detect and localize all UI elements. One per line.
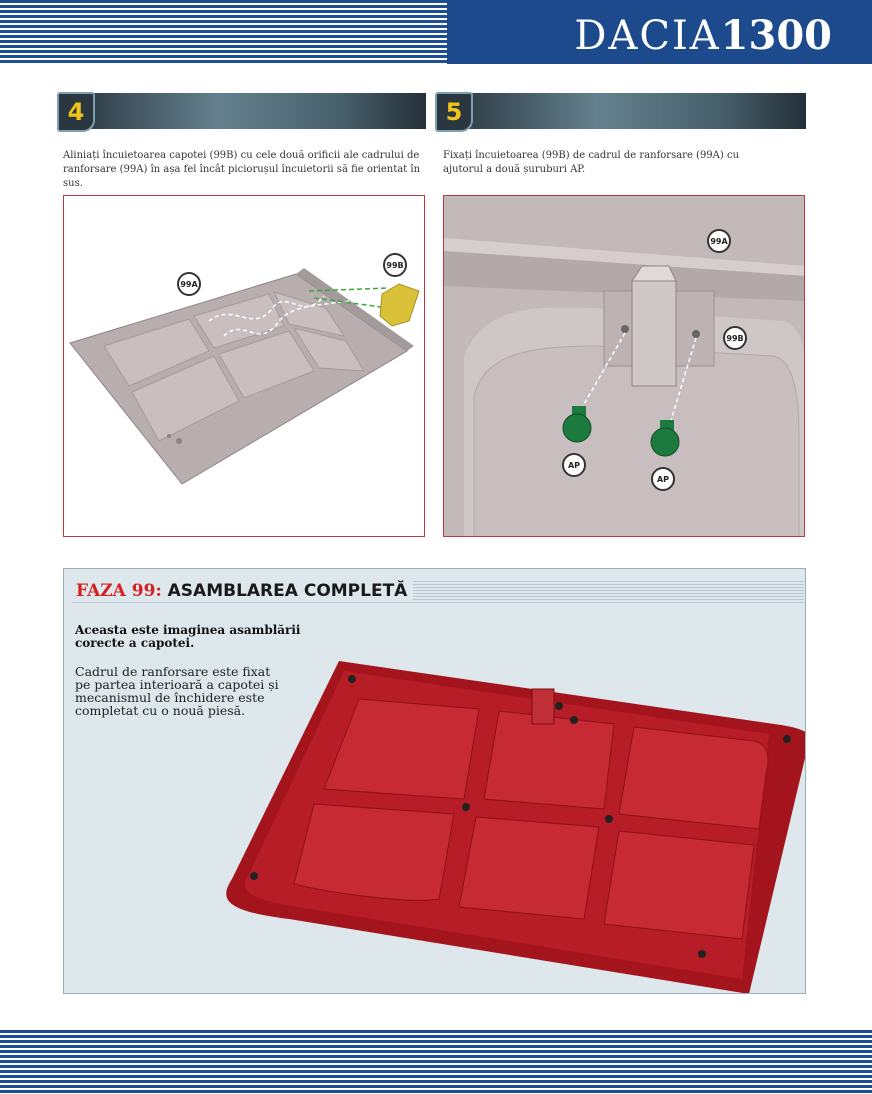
dacia-logo (574, 12, 832, 59)
step-5-number: 5 (435, 92, 473, 132)
phase-title: ASAMBLAREA COMPLETĂ (167, 581, 408, 601)
logo-model: 1300 (720, 12, 832, 59)
final-heading-bar (72, 579, 804, 603)
step-4-instruction: Aliniați încuietoarea capotei (99B) cu cele două orificii ale cadrului de ranforsare (99A) în așa fel încât piciorușul încuietorii să fie orientat în sus. (63, 150, 421, 189)
logo-brand: DACIA (574, 13, 721, 59)
label-99a: 99A (177, 272, 201, 296)
step-4-number: 4 (57, 92, 95, 132)
assembled-hood-drawing (214, 649, 806, 994)
header-band (0, 0, 872, 64)
hood-frame-drawing (64, 196, 425, 537)
footer-band (0, 1030, 872, 1094)
final-body-text: Cadrul de ranforsare este fixat pe partea interioară a capotei și mecanismul de închidere este completat cu o nouă piesă. (75, 664, 279, 718)
final-assembly-box (63, 568, 806, 994)
step-5-illustration (443, 195, 805, 537)
final-lead-text: Aceasta este imaginea asamblării corecte a capotei. (75, 623, 301, 650)
step-5-instruction: Fixați încuietoarea (99B) de cadrul de ranforsare (99A) cu ajutorul a două șuruburi AP. (443, 150, 740, 175)
lock-closeup-drawing (444, 196, 805, 537)
step-4-illustration (63, 195, 425, 537)
final-heading (72, 579, 413, 601)
label-ap-right: AP (651, 467, 675, 491)
label-ap-left: AP (562, 453, 586, 477)
label-99b: 99B (723, 326, 747, 350)
step-4-bar (80, 93, 426, 129)
label-99b: 99B (383, 253, 407, 277)
label-99a: 99A (707, 229, 731, 253)
step-5-bar (458, 93, 806, 129)
phase-label: FAZA 99: (76, 581, 162, 601)
